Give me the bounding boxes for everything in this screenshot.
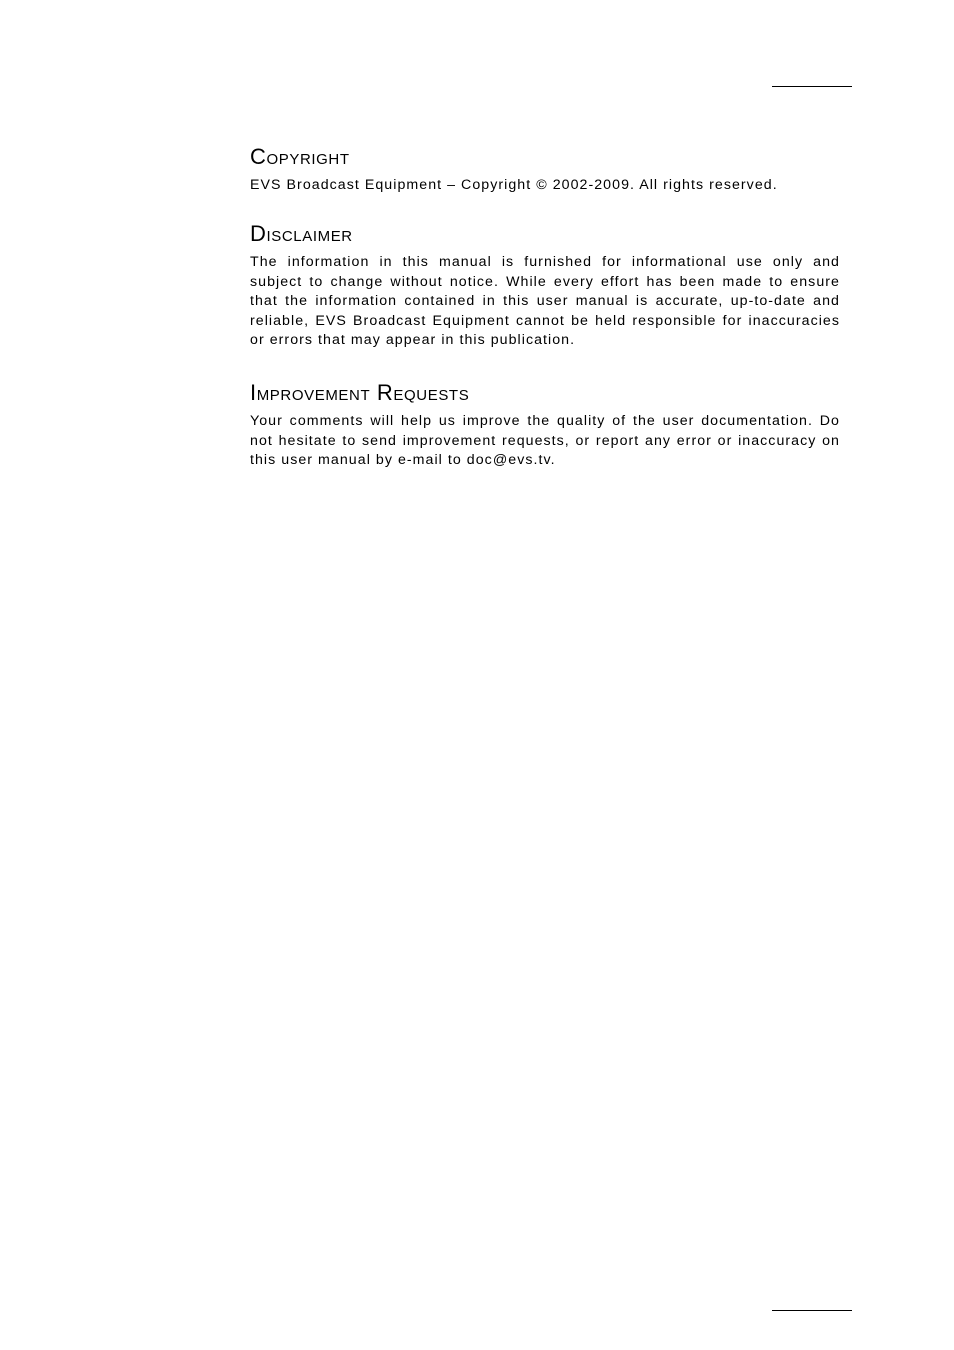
section-body-copyright: EVS Broadcast Equipment – Copyright © 2002-2009. All rights reserved. <box>250 177 778 193</box>
section-disclaimer <box>250 217 840 350</box>
section-heading-improvement-requests: Improvement Requests <box>250 380 470 406</box>
page-content <box>250 140 840 471</box>
section-heading-disclaimer: Disclaimer <box>250 221 353 247</box>
section-body-improvement-requests: Your comments will help us improve the quality of the user documentation. Do not hesitate to send improvement requests, or report any error or inaccuracy on this user manual by e-mail to doc@evs.tv. <box>250 413 840 469</box>
section-heading-copyright: Copyright <box>250 144 350 169</box>
footer-rule <box>772 1310 852 1311</box>
header-rule <box>772 86 852 87</box>
section-body-disclaimer: The information in this manual is furnished for informational use only and subject to change without notice. While every effort has been made to ensure that the information contained in this user manual is accurate, up-to-date and reliable, EVS Broadcast Equipment cannot be held responsible for inaccuracies or errors that may appear in this publication. <box>250 254 840 349</box>
section-copyright <box>250 140 840 195</box>
section-improvement-requests <box>250 376 840 470</box>
